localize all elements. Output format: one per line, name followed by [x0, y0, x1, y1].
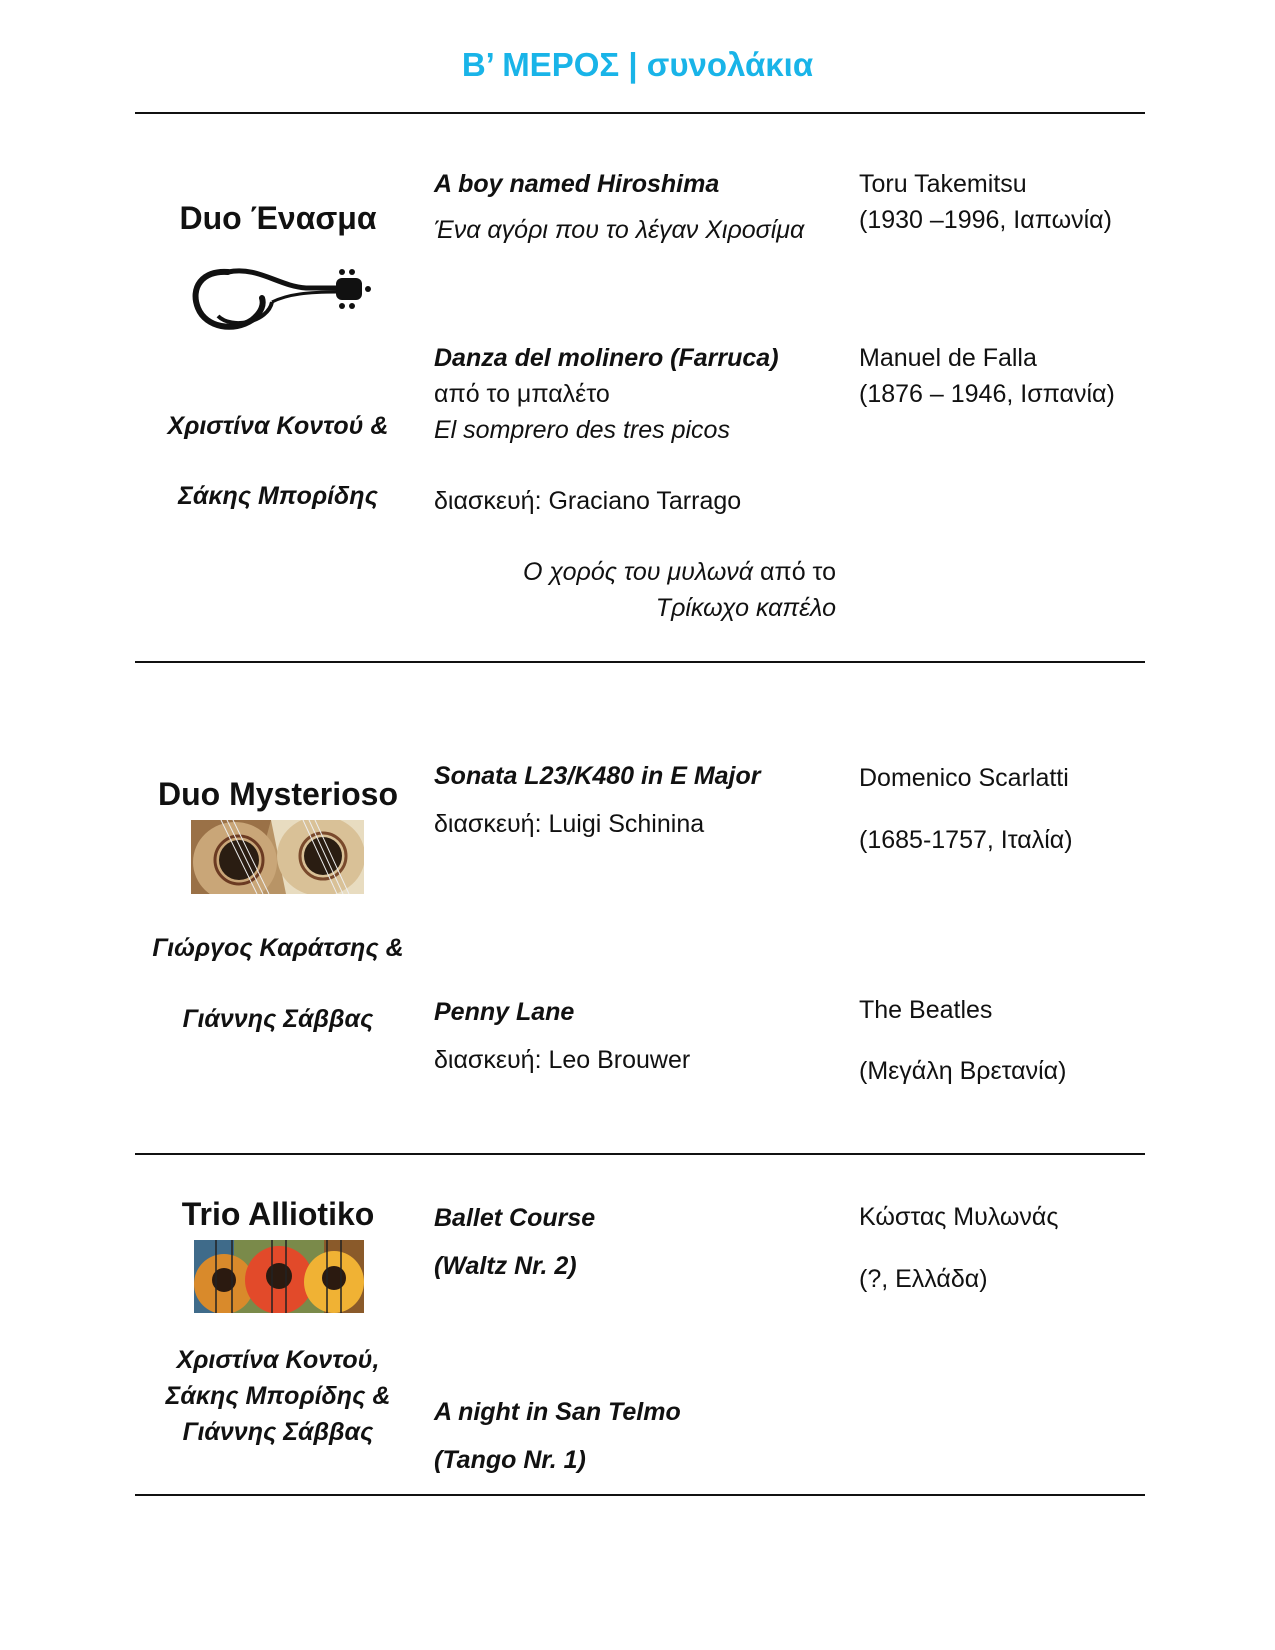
composer-info: (?, Ελλάδα) [859, 1265, 988, 1293]
composer-info: (1876 – 1946, Ισπανία) [859, 380, 1115, 408]
divider [135, 1153, 1145, 1155]
divider [135, 1494, 1145, 1496]
guitars-photo-icon [191, 820, 364, 894]
composer-name: The Beatles [859, 996, 993, 1024]
composer-info: (1930 –1996, Ιαπωνία) [859, 206, 1112, 234]
greek-title-italic: Ο χορός του μυλωνά [523, 558, 754, 586]
composer-name: Manuel de Falla [859, 344, 1037, 372]
piece-subtitle: Ένα αγόρι που το λέγαν Χιροσίμα [434, 216, 805, 244]
guitars-painting-icon [194, 1240, 364, 1313]
guitar-logo-icon [188, 258, 373, 338]
piece-title: Danza del molinero (Farruca) [434, 344, 779, 372]
divider [135, 112, 1145, 114]
composer-name: Domenico Scarlatti [859, 764, 1069, 792]
greek-title-plain: από το [753, 558, 836, 586]
piece-subtitle: (Waltz Nr. 2) [434, 1252, 577, 1280]
piece-title: Penny Lane [434, 998, 575, 1026]
piece-title: Ballet Course [434, 1204, 596, 1232]
piece-title: A night in San Telmo [434, 1398, 681, 1426]
piece-line: από το μπαλέτο [434, 380, 610, 408]
composer-name: Κώστας Μυλωνάς [859, 1203, 1059, 1231]
member-name: Χριστίνα Κοντού, [176, 1346, 380, 1374]
divider [135, 661, 1145, 663]
member-name: Γιώργος Καράτσης & [152, 934, 404, 962]
arrangement: διασκευή: Graciano Tarrago [434, 487, 742, 515]
composer-name: Toru Takemitsu [859, 170, 1027, 198]
member-name: Σάκης Μπορίδης & [165, 1382, 391, 1410]
piece-title: A boy named Hiroshima [434, 170, 720, 198]
piece-subtitle: (Tango Nr. 1) [434, 1446, 586, 1474]
member-name: Γιάννης Σάββας [182, 1418, 374, 1446]
member-name: Χριστίνα Κοντού & [167, 412, 389, 440]
greek-title-line [434, 554, 836, 590]
member-name: Σάκης Μπορίδης [178, 482, 378, 510]
piece-line: El somprero des tres picos [434, 416, 730, 444]
member-name: Γιάννης Σάββας [182, 1005, 374, 1033]
ensemble-name: Duo Mysterioso [157, 776, 399, 812]
arrangement: διασκευή: Leo Brouwer [434, 1046, 691, 1074]
piece-title: Sonata L23/K480 in E Major [434, 762, 761, 790]
composer-info: (1685-1757, Ιταλία) [859, 826, 1073, 854]
composer-info: (Μεγάλη Βρετανία) [859, 1057, 1067, 1085]
page-title: Β’ ΜΕΡΟΣ | συνολάκια [461, 46, 814, 83]
ensemble-name: Duo Ένασμα [179, 200, 377, 236]
arrangement: διασκευή: Luigi Schinina [434, 810, 705, 838]
greek-title-line: Τρίκωχο καπέλο [655, 594, 836, 622]
ensemble-name: Trio Alliotiko [181, 1196, 375, 1232]
